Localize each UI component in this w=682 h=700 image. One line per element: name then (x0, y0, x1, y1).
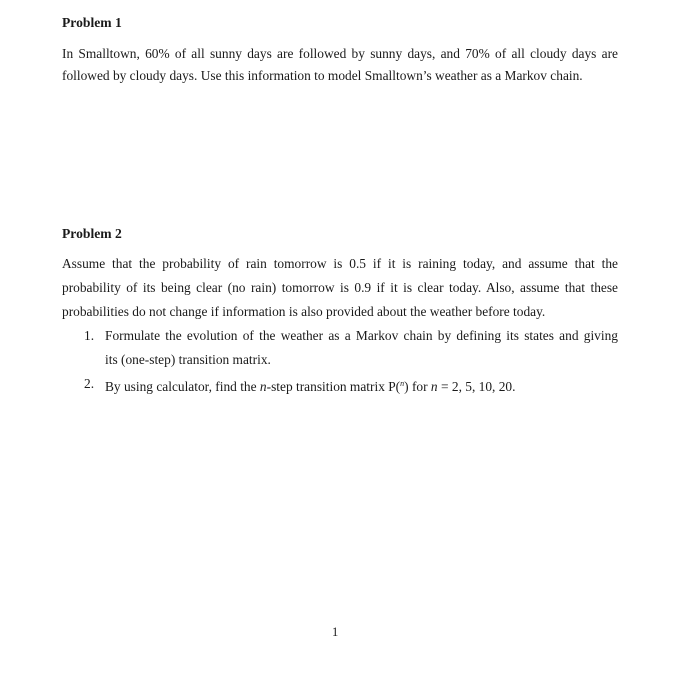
problem-1-line: followed by cloudy days. Use this information to model Smalltown’s weather as a Markov chain. (62, 68, 583, 83)
problem-2-line: Assume that the probability of rain tomorrow is 0.5 if it is raining today, and assume that the (62, 256, 618, 271)
page-number: 1 (332, 625, 339, 639)
problem-2-line: probabilities do not change if information is also provided about the weather before today. (62, 304, 546, 319)
problem-1-text (62, 43, 618, 87)
text-segment: By using calculator, find the (105, 379, 260, 394)
list-item-line: its (one-step) transition matrix. (105, 352, 271, 367)
list-number: 2. (84, 376, 95, 391)
list-item (62, 372, 618, 399)
text-segment: -step transition matrix P( (266, 379, 401, 394)
superscript-n: n (400, 379, 405, 388)
list-number: 1. (84, 328, 95, 343)
list-item (62, 324, 618, 372)
text-segment: = 2, 5, 10, 20. (437, 379, 516, 394)
text-segment: ) for (404, 379, 431, 394)
problem-1-heading: Problem 1 (62, 15, 122, 30)
list-item-line (105, 372, 618, 399)
variable-n: n (259, 379, 267, 394)
list-item-line: Formulate the evolution of the weather as a Markov chain by defining its states and giving (105, 328, 618, 343)
problem-2-heading: Problem 2 (62, 226, 122, 241)
problem-2-line: probability of its being clear (no rain) tomorrow is 0.9 if it is clear today. Also, assume that these (62, 280, 618, 295)
problem-2-list (62, 324, 618, 399)
problem-1-line: In Smalltown, 60% of all sunny days are followed by sunny days, and 70% of all cloudy days are (62, 46, 618, 61)
variable-n: n (430, 379, 438, 394)
problem-2-text (62, 252, 618, 324)
